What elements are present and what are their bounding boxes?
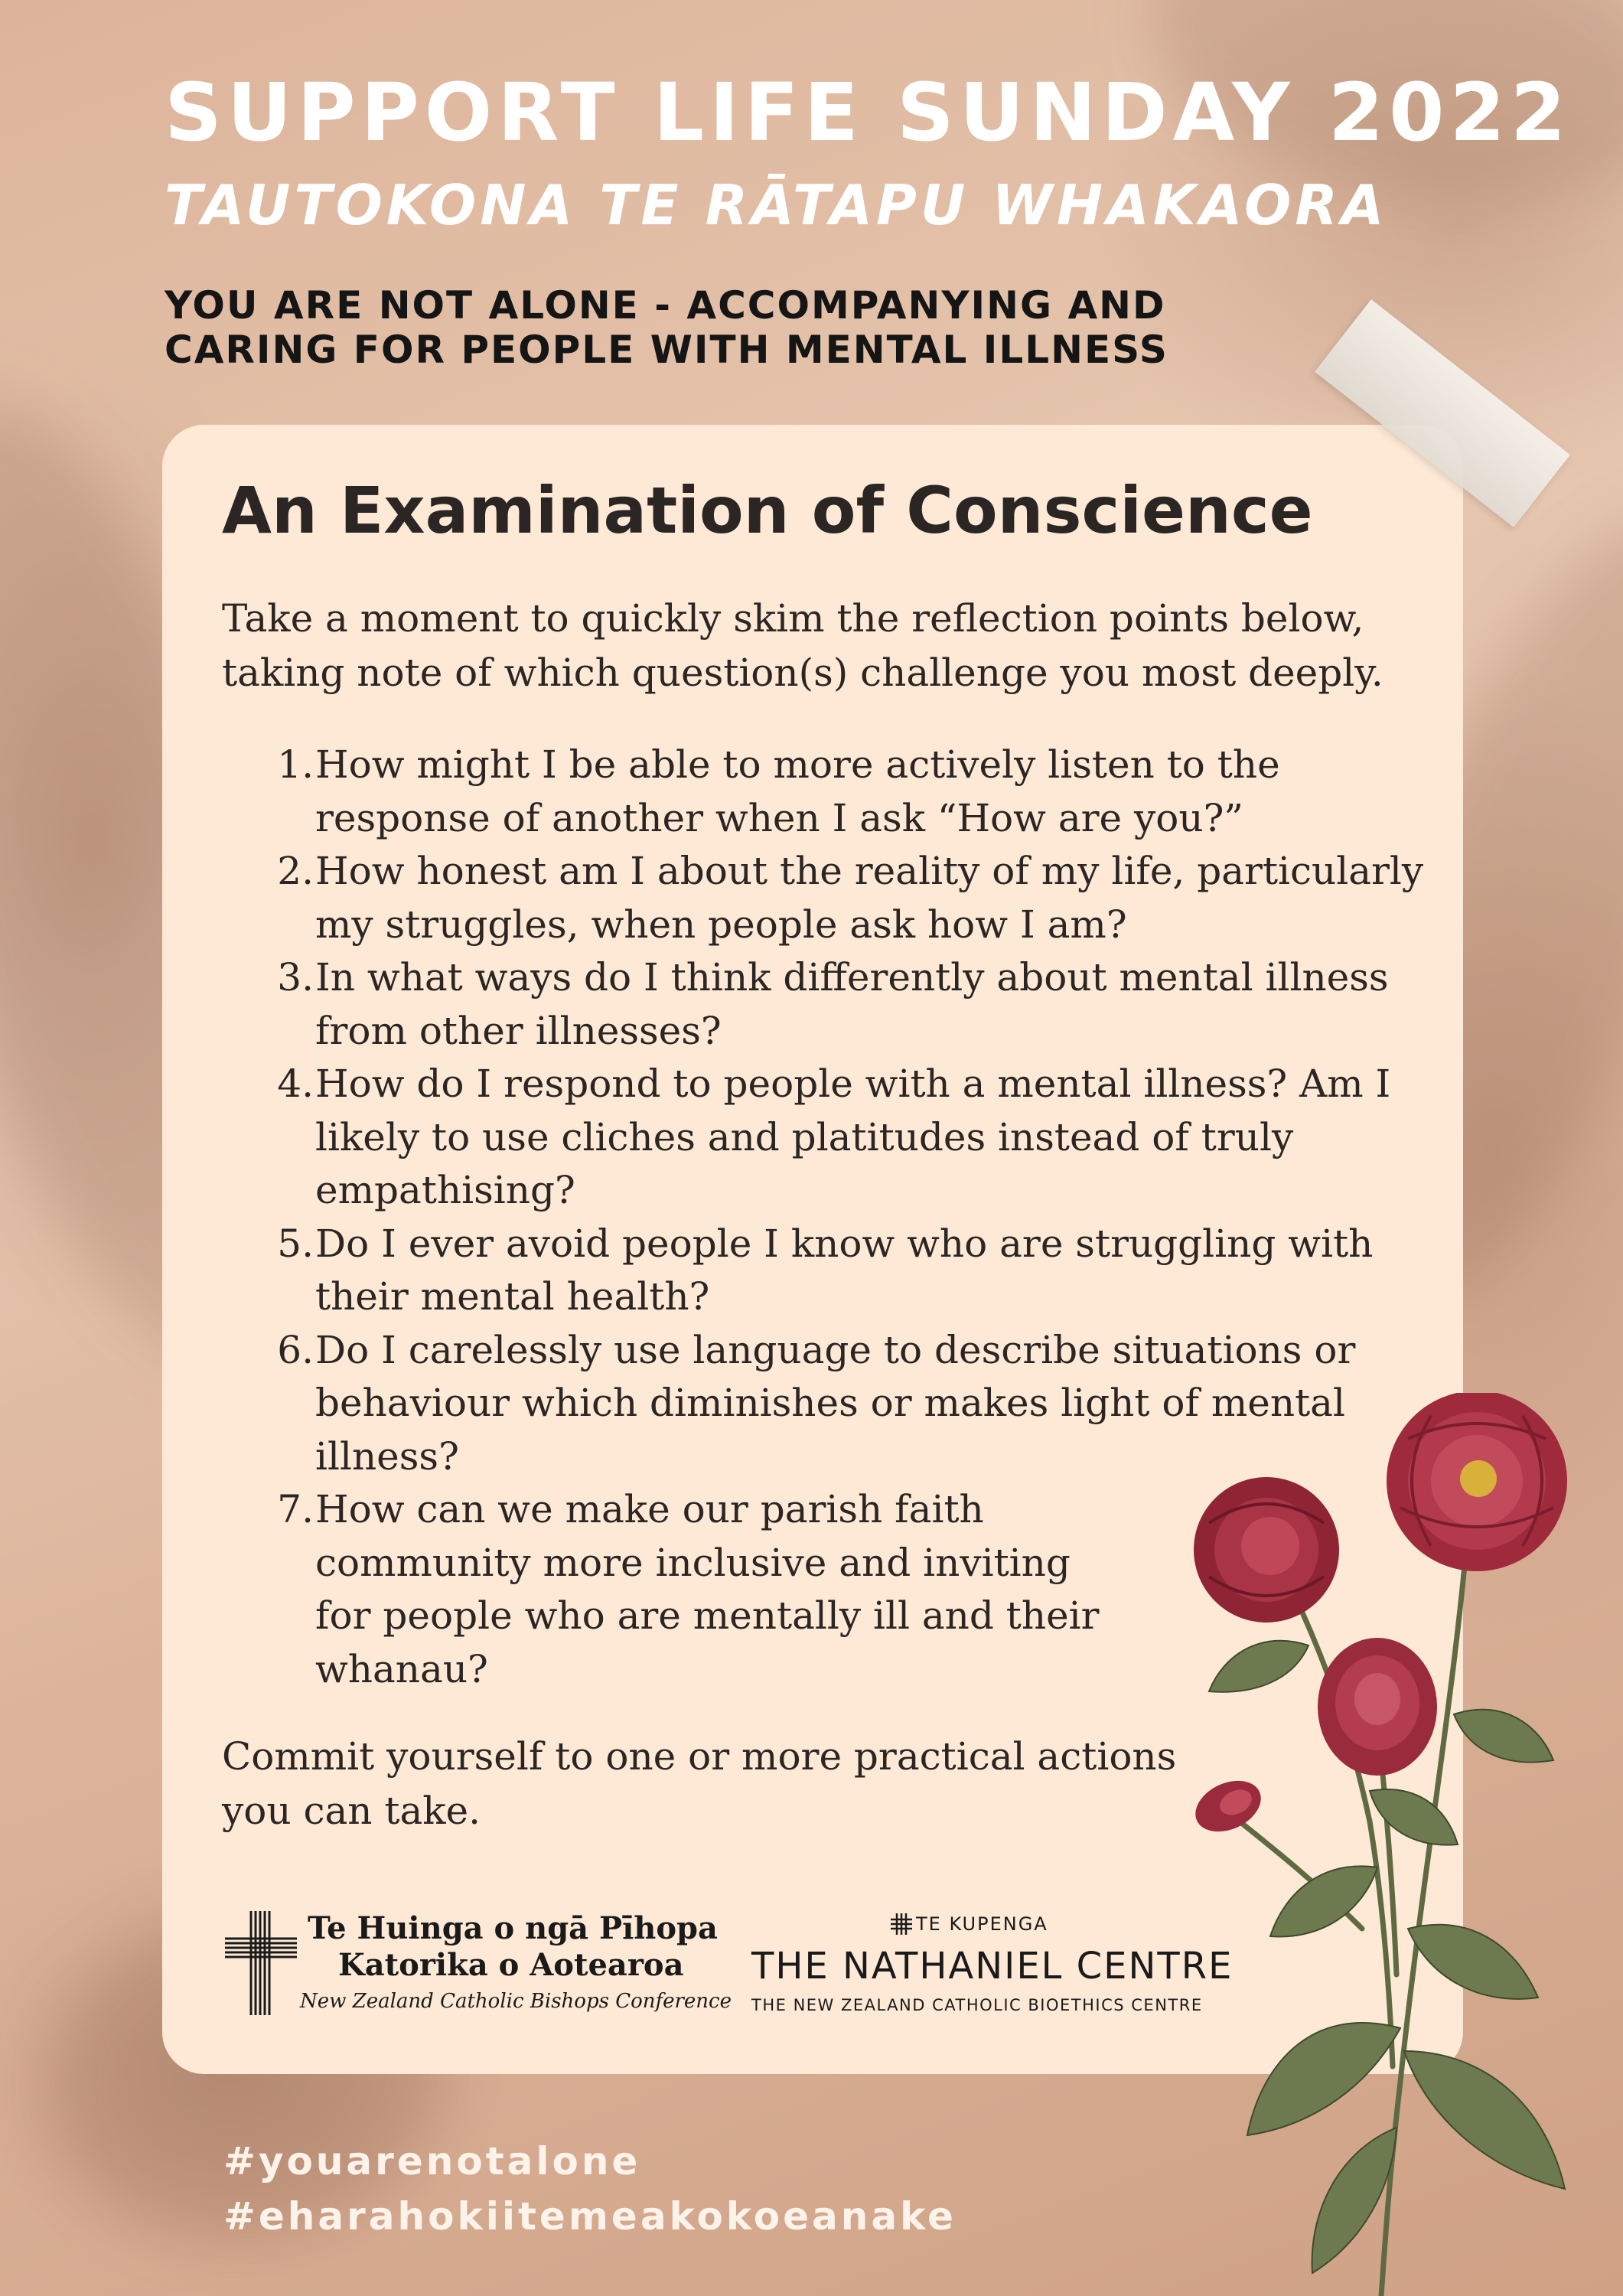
card-heading: An Examination of Conscience (222, 473, 1313, 548)
question-line: likely to use cliches and platitudes instead of truly (315, 1114, 1294, 1159)
question-line: empathising? (315, 1168, 575, 1212)
question-line: response of another when I ask “How are you?” (315, 795, 1243, 840)
theme-line: CARING FOR PEOPLE WITH MENTAL ILLNESS (165, 328, 1168, 372)
intro-line: taking note of which question(s) challenge you most deeply. (222, 651, 1383, 695)
question-line: illness? (315, 1433, 459, 1479)
hashtags (223, 2134, 957, 2244)
question-line: Do I ever avoid people I know who are struggling with (315, 1221, 1374, 1266)
question-line: How honest am I about the reality of my life, particularly (315, 849, 1424, 893)
nathaniel-centre-subtitle: THE NEW ZEALAND CATHOLIC BIOETHICS CENTRE (751, 1996, 1203, 2014)
question-line: Do I carelessly use language to describe situations or (315, 1327, 1356, 1372)
question-number: 3. (277, 955, 314, 1000)
question-line: for people who are mentally ill and their (315, 1593, 1100, 1638)
question-item (254, 1218, 1417, 1324)
question-number: 4. (277, 1062, 314, 1106)
cross-icon (223, 1910, 298, 2017)
flower-illustration (1148, 1393, 1623, 2296)
question-line: How do I respond to people with a mental illness? Am I (315, 1062, 1391, 1106)
closing-paragraph (222, 1730, 1176, 1838)
question-line: How can we make our parish faith (315, 1487, 984, 1531)
question-line: my struggles, when people ask how I am? (315, 902, 1127, 947)
question-number: 5. (277, 1221, 314, 1266)
intro-paragraph (222, 592, 1446, 700)
question-line: How might I be able to more actively listen to the (315, 742, 1280, 787)
question-number: 7. (277, 1487, 314, 1531)
net-icon (889, 1912, 914, 1936)
question-line: from other illnesses? (315, 1008, 722, 1053)
hashtag: #youarenotalone (223, 2139, 641, 2183)
question-item (254, 951, 1417, 1058)
bishops-name-english: New Zealand Catholic Bishops Conference (300, 1990, 732, 2013)
bishops-conference-logo (223, 1906, 732, 2020)
question-line: behaviour which diminishes or makes light of mental (315, 1381, 1345, 1425)
intro-line: Take a moment to quickly skim the reflection points below, (222, 596, 1364, 641)
closing-line: Commit yourself to one or more practical actions (222, 1734, 1177, 1779)
question-line: In what ways do I think differently about mental illness (315, 955, 1389, 1000)
question-item (254, 845, 1424, 951)
question-item (254, 739, 1417, 845)
question-line: whanau? (315, 1646, 488, 1691)
bishops-name-maori: Te Huinga o ngā Pīhopa (308, 1910, 718, 1946)
hashtag: #eharahokiitemeakokoeanake (223, 2194, 957, 2239)
closing-line: you can take. (222, 1789, 481, 1833)
nathaniel-centre-name: THE NATHANIEL CENTRE (751, 1945, 1234, 1988)
question-line: their mental health? (315, 1274, 710, 1319)
page-title: SUPPORT LIFE SUNDAY 2022 (165, 66, 1572, 159)
theme-line: YOU ARE NOT ALONE - ACCOMPANYING AND (165, 283, 1166, 328)
kupenga-label: TE KUPENGA (916, 1913, 1048, 1935)
question-line: community more inclusive and inviting (315, 1540, 1071, 1585)
bishops-name-maori-line2: Katorika o Aotearoa (338, 1947, 684, 1983)
question-number: 6. (277, 1327, 314, 1372)
page-subtitle: TAUTOKONA TE RĀTAPU WHAKAORA (165, 173, 1388, 237)
question-number: 2. (277, 849, 314, 893)
question-number: 1. (277, 742, 314, 787)
theme-statement (165, 283, 1168, 372)
question-item (254, 1058, 1417, 1218)
